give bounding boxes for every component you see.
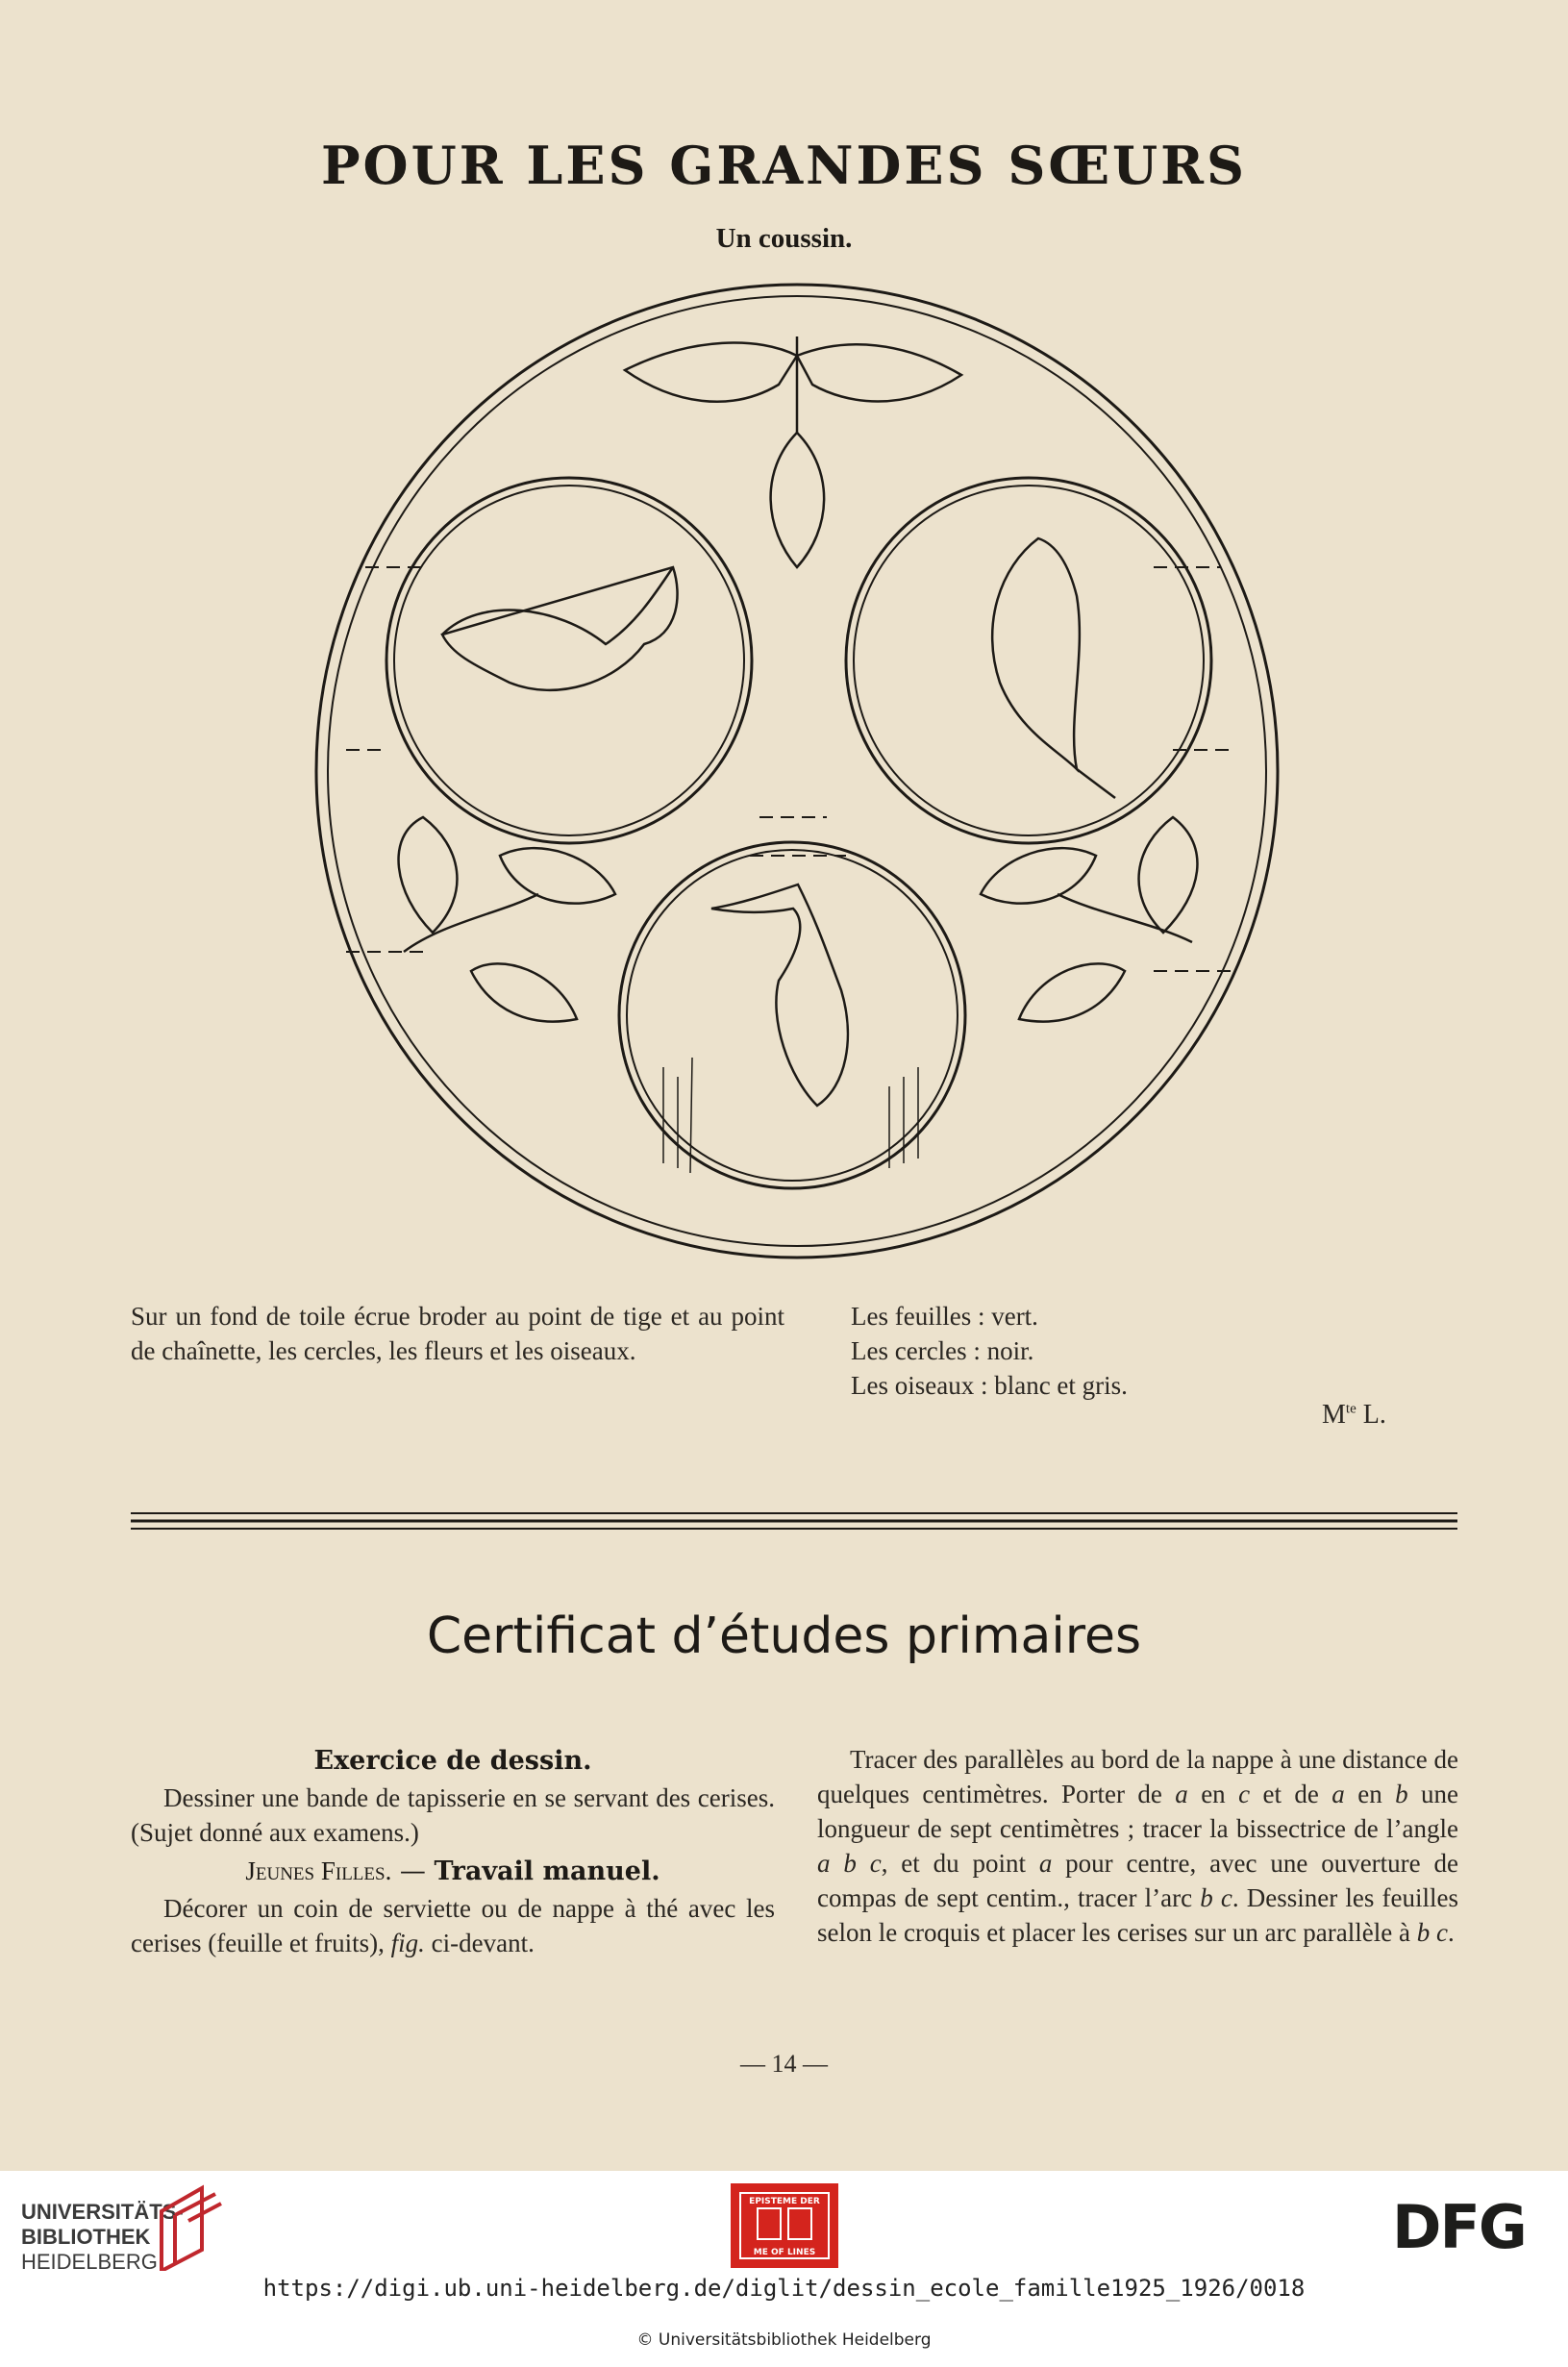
- author-signature: [1322, 1400, 1386, 1431]
- instruction-text: une longueur de sept centimètres ; tracer la bissectrice de l’angle: [817, 1780, 1459, 1843]
- color-list: [851, 1299, 1332, 1403]
- library-name-line: HEIDELBERG: [21, 2250, 158, 2274]
- instruction-text: . Dessiner les feuilles selon le croquis et placer les cerises sur un arc parallèle à: [817, 1883, 1459, 1947]
- point-label: b: [1395, 1780, 1408, 1808]
- instruction-text: et de: [1250, 1780, 1332, 1808]
- instruction-text: Tracer des parallèles au bord de la nappe à une distance de quelques centimètres. Porter de: [817, 1745, 1458, 1808]
- color-list-item: Les oiseaux : blanc et gris.: [851, 1371, 1128, 1400]
- left-column: [131, 1742, 775, 1960]
- library-logo-icon: [154, 2182, 223, 2271]
- girls-heading: [131, 1852, 775, 1891]
- cushion-instructions: Sur un fond de toile écrue broder au point de tige et au point de chaînette, les cercles, les fleurs et les oiseaux.: [131, 1302, 784, 1365]
- girls-text: [131, 1891, 775, 1960]
- page-subtitle: Un coussin.: [715, 223, 853, 254]
- instruction-text: .: [1447, 1918, 1455, 1947]
- instruction-text: pour centre, avec une ouverture de compas de sept centim., tracer l’arc: [817, 1849, 1458, 1912]
- exercise-heading: Exercice de dessin.: [313, 1746, 592, 1776]
- library-name-line: UNIVERSITÄTS-: [21, 2200, 184, 2224]
- right-column: [817, 1742, 1458, 1950]
- instruction-text: en: [1344, 1780, 1396, 1808]
- point-label: c: [1238, 1780, 1251, 1808]
- signature-superscript: te: [1345, 1401, 1356, 1417]
- exercise-text: Dessiner une bande de tapisserie en se servant des cerises. (Sujet donné aux examens.): [131, 1783, 775, 1847]
- color-list-item: Les feuilles : vert.: [851, 1302, 1038, 1331]
- point-label: a: [1175, 1780, 1188, 1808]
- girls-label: Jeunes Filles.: [245, 1856, 392, 1885]
- badge-text-bottom: ME OF LINES: [753, 2248, 816, 2257]
- permalink-url[interactable]: https://digi.ub.uni-heidelberg.de/diglit/dessin_ecole_famille1925_1926/0018: [262, 2275, 1306, 2302]
- page-title: POUR LES GRANDES SŒURS: [320, 135, 1248, 196]
- girls-text-fig: fig.: [390, 1929, 425, 1957]
- episteme-badge-graphic: [731, 2183, 838, 2268]
- girls-heading-text: Travail manuel.: [434, 1856, 660, 1886]
- girls-text-part: ci-devant.: [424, 1929, 535, 1957]
- signature-initial: M: [1322, 1400, 1346, 1430]
- point-label: b c: [1200, 1883, 1232, 1912]
- copyright-notice: © Universitätsbibliothek Heidelberg: [636, 2330, 932, 2350]
- cushion-medallion-illustration: [308, 279, 1288, 1269]
- signature-end: L.: [1356, 1400, 1386, 1430]
- instruction-text: en: [1187, 1780, 1239, 1808]
- point-label: a: [1038, 1849, 1053, 1878]
- point-label: a b c: [817, 1849, 882, 1878]
- color-list-item: Les cercles : noir.: [851, 1336, 1034, 1365]
- section-separator: [131, 1507, 1457, 1536]
- dfg-logo[interactable]: DFG: [1392, 2192, 1526, 2262]
- girls-dash: —: [391, 1856, 435, 1886]
- library-name-line: BIBLIOTHEK: [21, 2225, 151, 2249]
- point-label: a: [1332, 1780, 1345, 1808]
- page-number: — 14 —: [740, 2050, 828, 2078]
- girls-text-part: Décorer un coin de serviette ou de nappe à thé avec les cerises (feuille et fruits),: [131, 1894, 775, 1957]
- construction-instructions: [817, 1742, 1458, 1950]
- instruction-text: , et du point: [881, 1849, 1039, 1878]
- badge-text-top: EPISTEME DER: [749, 2197, 820, 2206]
- episteme-badge-icon[interactable]: [731, 2183, 838, 2268]
- point-label: b c: [1416, 1918, 1448, 1947]
- section-title: Certificat d’études primaires: [426, 1607, 1142, 1665]
